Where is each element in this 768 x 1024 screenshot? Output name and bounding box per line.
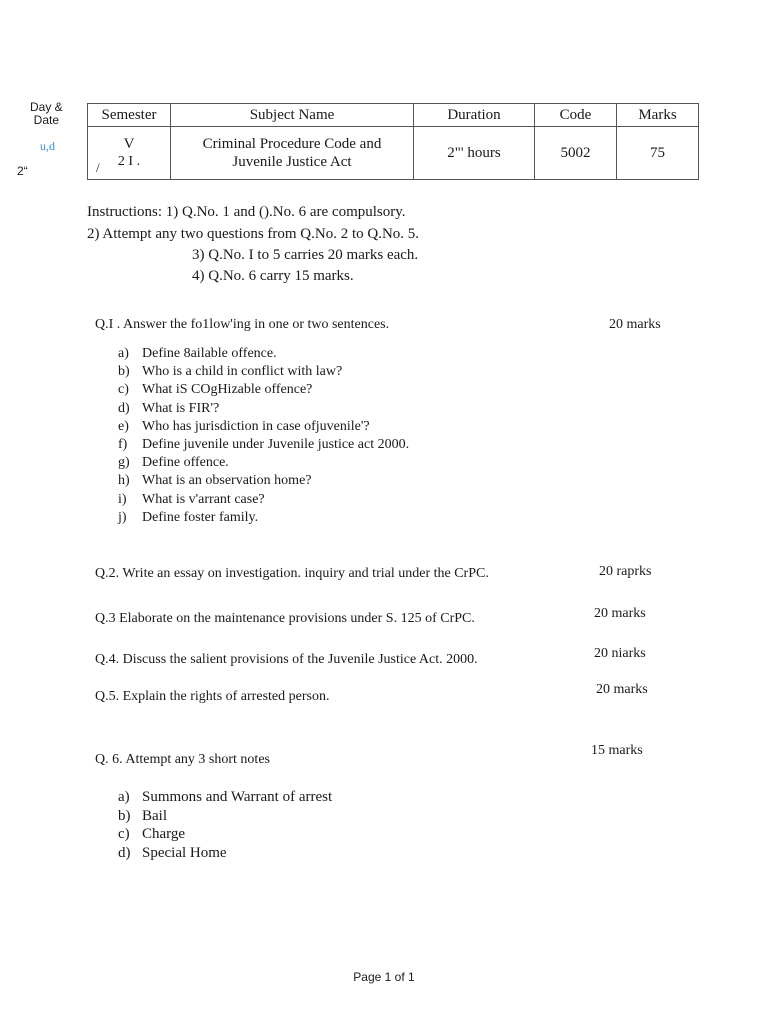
exam-info-table xyxy=(87,103,699,180)
cell-code: 5002 xyxy=(535,127,617,180)
instruction-line-1: Instructions: 1) Q.No. 1 and ().No. 6 are compulsory. xyxy=(87,204,406,220)
table-header-row xyxy=(88,104,699,127)
list-item xyxy=(118,509,409,527)
day-date-line1: Day & xyxy=(30,100,63,114)
question-4-marks: 20 niarks xyxy=(594,646,646,661)
instruction-line-2: 2) Attempt any two questions from Q.No. 2 to Q.No. 5. xyxy=(87,226,420,242)
semester-value: V xyxy=(123,136,135,152)
item-text: What iS COgHizable offence? xyxy=(142,382,313,398)
question-5: Q.5. Explain the rights of arrested person. xyxy=(95,689,330,704)
instruction-line-3: 3) Q.No. I to 5 carries 20 marks each. xyxy=(192,247,419,263)
item-label: j) xyxy=(118,509,127,525)
item-label: i) xyxy=(118,491,127,507)
question-4: Q.4. Discuss the salient provisions of the Juvenile Justice Act. 2000. xyxy=(95,652,478,667)
item-text: Special Home xyxy=(142,844,227,861)
question-3-marks: 20 marks xyxy=(594,606,646,621)
header-duration: Duration xyxy=(414,104,535,127)
header-subject-name: Subject Name xyxy=(171,104,414,127)
item-text: Define offence. xyxy=(142,455,229,471)
item-label: c) xyxy=(118,382,129,398)
list-item xyxy=(118,400,409,418)
item-text: Define juvenile under Juvenile justice act 2000. xyxy=(142,436,410,452)
item-label: b) xyxy=(118,364,130,380)
semester-slash: / xyxy=(96,160,100,175)
question-3: Q.3 Elaborate on the maintenance provisions under S. 125 of CrPC. xyxy=(95,611,475,626)
header-marks: Marks xyxy=(617,104,699,127)
question-2-marks: 20 raprks xyxy=(599,564,652,579)
list-item xyxy=(118,788,332,807)
list-item xyxy=(118,807,332,826)
header-code: Code xyxy=(535,104,617,127)
list-item xyxy=(118,436,409,454)
list-item xyxy=(118,418,409,436)
day-date-label xyxy=(30,101,63,127)
item-text: What is v'arrant case? xyxy=(142,491,265,507)
item-label: b) xyxy=(118,807,131,824)
question-1: Q.I . Answer the fo1low'ing in one or two sentences. xyxy=(95,317,390,332)
list-item xyxy=(118,454,409,472)
item-text: Define foster family. xyxy=(142,509,259,525)
item-label: g) xyxy=(118,455,130,471)
margin-note-2: 2“ xyxy=(17,164,28,178)
question-5-marks: 20 marks xyxy=(596,682,648,697)
question-6: Q. 6. Attempt any 3 short notes xyxy=(95,752,270,767)
list-item xyxy=(118,491,409,509)
item-text: Charge xyxy=(142,826,186,842)
list-item xyxy=(118,381,409,399)
list-item xyxy=(118,363,409,381)
subject-line1: Criminal Procedure Code and xyxy=(202,136,382,152)
semester-sub: 2 I . xyxy=(117,154,141,169)
day-date-line2: Date xyxy=(33,113,60,127)
header-semester: Semester xyxy=(88,104,171,127)
list-item xyxy=(118,472,409,490)
item-label: c) xyxy=(118,826,130,842)
table-row xyxy=(88,127,699,180)
cell-subject-name xyxy=(171,127,414,180)
subject-line2: Juvenile Justice Act xyxy=(232,154,352,170)
page-number: Page 1 of 1 xyxy=(353,970,415,984)
question-6-marks: 15 marks xyxy=(591,743,643,758)
list-item xyxy=(118,844,332,863)
cell-duration: 2"' hours xyxy=(414,127,535,180)
cell-semester xyxy=(88,127,171,180)
question-1-list xyxy=(118,345,409,527)
item-text: Summons and Warrant of arrest xyxy=(142,789,333,805)
list-item xyxy=(118,345,409,363)
item-label: d) xyxy=(118,400,130,416)
cell-marks: 75 xyxy=(617,127,699,180)
item-label: a) xyxy=(118,789,130,805)
item-label: a) xyxy=(118,346,129,361)
question-1-marks: 20 marks xyxy=(609,317,661,332)
item-text: Define 8ailable offence. xyxy=(142,346,277,361)
item-label: d) xyxy=(118,844,131,861)
item-label: e) xyxy=(118,418,129,434)
item-text: What is an observation home? xyxy=(142,473,312,489)
margin-note: u,d xyxy=(40,139,55,153)
instruction-line-4: 4) Q.No. 6 carry 15 marks. xyxy=(192,268,354,284)
list-item xyxy=(118,825,332,844)
question-2: Q.2. Write an essay on investigation. inquiry and trial under the CrPC. xyxy=(95,566,489,581)
question-6-list xyxy=(118,788,332,862)
item-text: Who is a child in conflict with law? xyxy=(142,364,343,380)
item-text: Who has jurisdiction in case ofjuvenile'? xyxy=(142,418,370,434)
item-label: f) xyxy=(118,436,128,452)
item-text: What is FIR'? xyxy=(142,400,220,416)
item-label: h) xyxy=(118,473,130,489)
item-text: Bail xyxy=(142,807,167,824)
